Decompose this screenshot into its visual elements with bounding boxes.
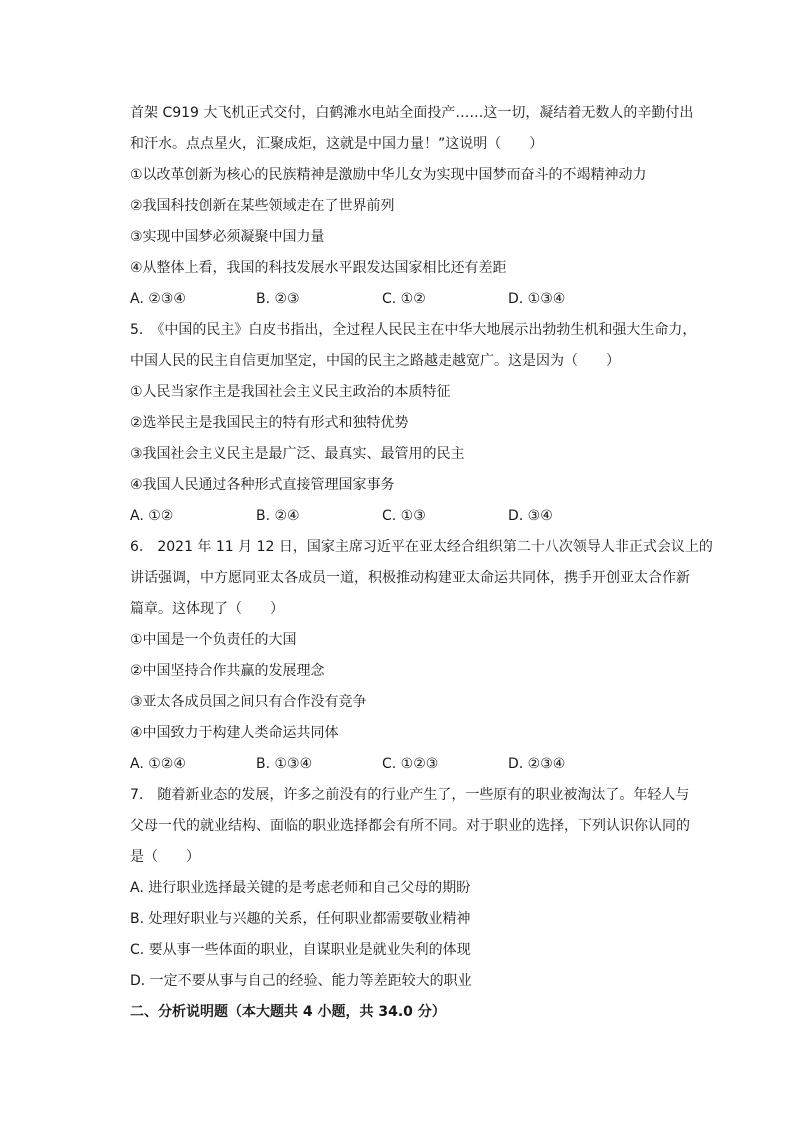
question-7-choice-c: C. 要从事一些体面的职业，自谋职业是就业失利的体现 bbox=[130, 942, 471, 958]
question-6-statement-1: ①中国是一个负责任的大国 bbox=[130, 632, 297, 648]
question-5-statement-2: ②选举民主是我国民主的特有形式和独特优势 bbox=[130, 415, 409, 431]
question-4-stem-line-1: 首架 C919 大飞机正式交付，白鹤滩水电站全面投产……这一切，凝结着无数人的辛勤付出 bbox=[130, 105, 694, 121]
question-5-statement-1: ①人民当家作主是我国社会主义民主政治的本质特征 bbox=[130, 384, 451, 400]
question-7-choice-d: D. 一定不要从事与自己的经验、能力等差距较大的职业 bbox=[130, 973, 472, 989]
question-6-option-d: D. ②③④ bbox=[508, 756, 566, 772]
question-4-option-d: D. ①③④ bbox=[508, 291, 566, 307]
question-4-statement-4: ④从整体上看，我国的科技发展水平跟发达国家相比还有差距 bbox=[130, 260, 507, 276]
question-6-option-c: C. ①②③ bbox=[382, 756, 439, 772]
question-4-stem-line-2: 和汗水。点点星火，汇聚成炬，这就是中国力量！”这说明（ ） bbox=[130, 136, 544, 152]
question-5 bbox=[130, 320, 697, 537]
question-5-option-a: A. ①② bbox=[130, 508, 174, 524]
question-7-choice-a: A. 进行职业选择最关键的是考虑老师和自己父母的期盼 bbox=[130, 880, 471, 896]
question-6-stem-line-3: 篇章。这体现了（ ） bbox=[130, 601, 284, 617]
question-6-option-b: B. ①③④ bbox=[256, 756, 313, 772]
question-4-statement-3: ③实现中国梦必须凝聚中国力量 bbox=[130, 229, 325, 245]
page-content bbox=[130, 103, 713, 1033]
question-4-statement-2: ②我国科技创新在某些领域走在了世界前列 bbox=[130, 198, 395, 214]
question-6-option-a: A. ①②④ bbox=[130, 756, 186, 772]
question-7 bbox=[130, 785, 690, 1002]
question-5-statement-3: ③我国社会主义民主是最广泛、最真实、最管用的民主 bbox=[130, 446, 465, 462]
question-6-options bbox=[130, 754, 690, 785]
question-4-option-c: C. ①② bbox=[382, 291, 426, 307]
question-6-statement-2: ②中国坚持合作共赢的发展理念 bbox=[130, 663, 325, 679]
question-4-statement-1: ①以改革创新为核心的民族精神是激励中华儿女为实现中国梦而奋斗的不竭精神动力 bbox=[130, 167, 647, 183]
question-4-option-b: B. ②③ bbox=[256, 291, 300, 307]
question-6 bbox=[130, 537, 713, 785]
question-5-option-c: C. ①③ bbox=[382, 508, 426, 524]
question-4 bbox=[130, 103, 694, 320]
question-6-statement-4: ④中国致力于构建人类命运共同体 bbox=[130, 725, 339, 741]
question-5-options bbox=[130, 506, 690, 537]
question-4-option-a: A. ②③④ bbox=[130, 291, 186, 307]
question-7-stem-line-2: 父母一代的就业结构、面临的职业选择都会有所不同。对于职业的选择，下列认识你认同的 bbox=[130, 818, 690, 834]
question-5-stem-line-1: 5. 《中国的民主》白皮书指出，全过程人民民主在中华大地展示出勃勃生机和强大生命力， bbox=[130, 322, 697, 338]
question-4-options bbox=[130, 289, 690, 320]
question-6-stem-line-1: 6. 2021 年 11 月 12 日，国家主席习近平在亚太经合组织第二十八次领导人非正式会议上的 bbox=[130, 539, 713, 555]
question-5-statement-4: ④我国人民通过各种形式直接管理国家事务 bbox=[130, 477, 395, 493]
question-5-option-d: D. ③④ bbox=[508, 508, 553, 524]
question-5-stem-line-2: 中国人民的民主自信更加坚定，中国的民主之路越走越宽广。这是因为（ ） bbox=[130, 353, 620, 369]
question-7-choice-b: B. 处理好职业与兴趣的关系，任何职业都需要敬业精神 bbox=[130, 911, 471, 927]
section-2-heading: 二、分析说明题（本大题共 4 小题，共 34.0 分） bbox=[130, 1004, 446, 1020]
question-6-statement-3: ③亚太各成员国之间只有合作没有竞争 bbox=[130, 694, 367, 710]
question-7-stem-line-1: 7. 随着新业态的发展，许多之前没有的行业产生了，一些原有的职业被淘汰了。年轻人与 bbox=[130, 787, 690, 803]
question-5-option-b: B. ②④ bbox=[256, 508, 300, 524]
question-6-stem-line-2: 讲话强调，中方愿同亚太各成员一道，积极推动构建亚太命运共同体，携手开创亚太合作新 bbox=[130, 570, 690, 586]
question-7-stem-line-3: 是（ ） bbox=[130, 849, 200, 865]
